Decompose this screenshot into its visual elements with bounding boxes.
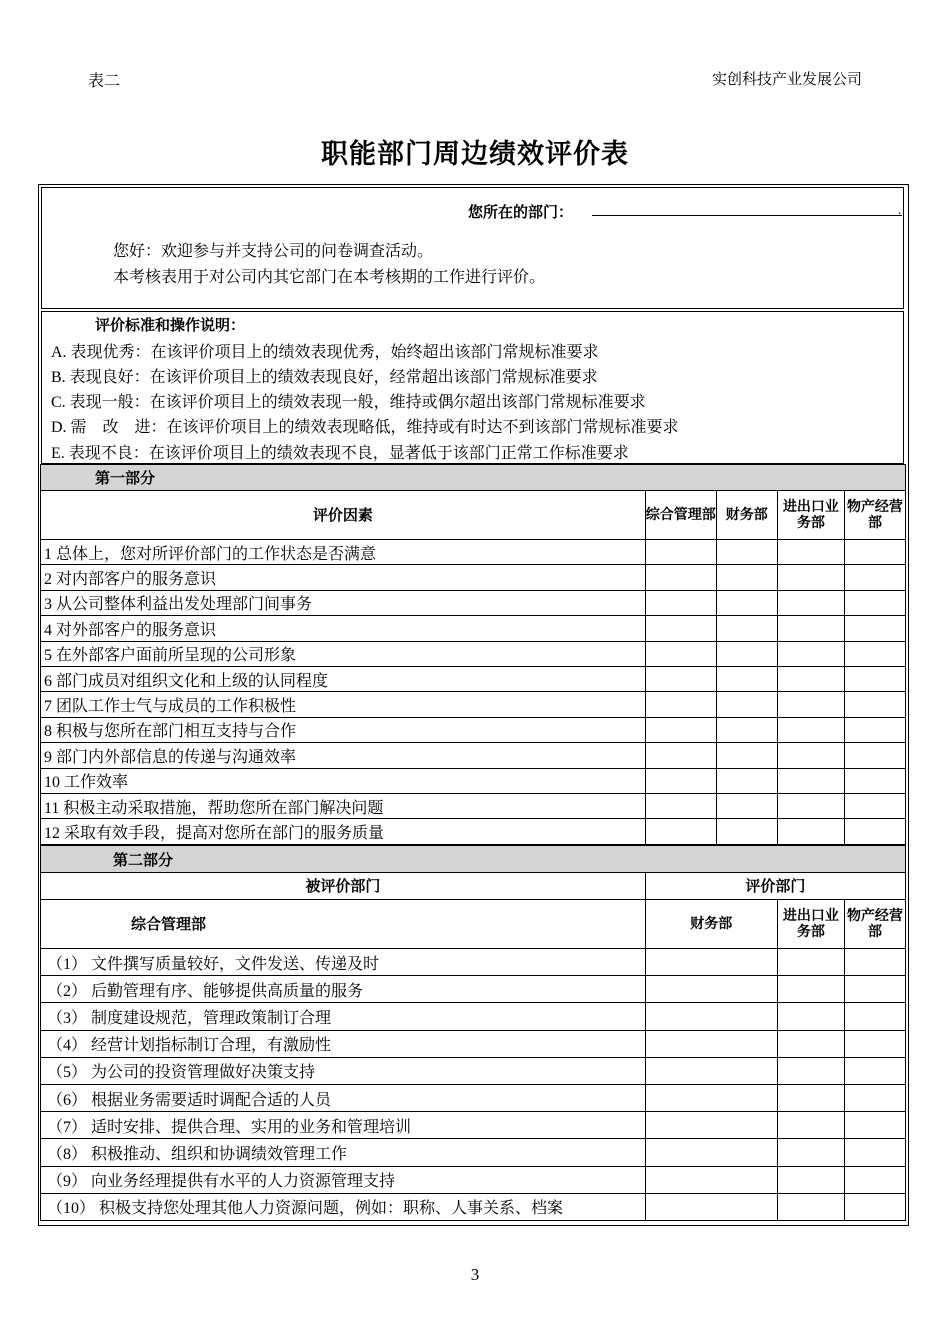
rating-cell[interactable] <box>716 793 777 818</box>
item-label: （5） 为公司的投资管理做好决策支持 <box>41 1057 646 1084</box>
rating-cell[interactable] <box>645 666 716 691</box>
rating-cell[interactable] <box>777 743 844 768</box>
rating-cell[interactable] <box>777 717 844 742</box>
factor-label: 12 采取有效手段，提高对您所在部门的服务质量 <box>41 819 646 844</box>
rating-cell[interactable] <box>645 743 716 768</box>
rating-cell[interactable] <box>844 976 905 1003</box>
col-header-import-export: 进出口业务部 <box>777 491 844 540</box>
rating-cell[interactable] <box>777 641 844 666</box>
rating-cell[interactable] <box>777 692 844 717</box>
criteria-item-b: B. 表现良好：在该评价项目上的绩效表现良好，经常超出该部门常规标准要求 <box>51 369 598 386</box>
p2-col-header-import-export: 进出口业务部 <box>777 900 844 949</box>
criteria-title: 评价标准和操作说明： <box>95 316 246 334</box>
intro-line-1: 您好：欢迎参与并支持公司的问卷调查活动。 <box>113 243 434 260</box>
rating-cell[interactable] <box>844 1193 905 1220</box>
table-row <box>41 590 906 615</box>
item-label: （7） 适时安排、提供合理、实用的业务和管理培训 <box>41 1112 646 1139</box>
table-row <box>41 1193 906 1220</box>
rating-cell[interactable] <box>645 819 716 844</box>
col-header-general-mgmt: 综合管理部 <box>645 491 716 540</box>
col-header-property: 物产经营部 <box>844 491 905 540</box>
table-row <box>41 692 906 717</box>
rating-cell[interactable] <box>716 565 777 590</box>
rating-cell[interactable] <box>645 793 716 818</box>
table-row <box>41 949 906 976</box>
rating-cell[interactable] <box>844 1139 905 1166</box>
item-label: （2） 后勤管理有序、能够提供高质量的服务 <box>41 976 646 1003</box>
rating-cell[interactable] <box>716 590 777 615</box>
intro-line-2: 本考核表用于对公司内其它部门在本考核期的工作进行评价。 <box>113 269 546 286</box>
rating-cell[interactable] <box>777 949 844 976</box>
part2-section-label: 第二部分 <box>41 846 906 873</box>
rating-cell[interactable] <box>777 768 844 793</box>
item-label: （6） 根据业务需要适时调配合适的人员 <box>41 1084 646 1111</box>
table-row <box>41 1003 906 1030</box>
rating-cell[interactable] <box>645 641 716 666</box>
department-input[interactable] <box>592 215 902 216</box>
table-row <box>41 976 906 1003</box>
rating-cell[interactable] <box>844 768 905 793</box>
p2-col-header-finance: 财务部 <box>645 900 777 949</box>
rating-cell[interactable] <box>777 565 844 590</box>
table-row <box>41 793 906 818</box>
item-label: （8） 积极推动、组织和协调绩效管理工作 <box>41 1139 646 1166</box>
rating-cell[interactable] <box>844 717 905 742</box>
rating-cell[interactable] <box>645 768 716 793</box>
department-end-mark: . <box>898 203 902 218</box>
table-row <box>41 1139 906 1166</box>
factor-label: 8 积极与您所在部门相互支持与合作 <box>41 717 646 742</box>
evaluating-dept-header: 评价部门 <box>645 873 905 900</box>
rating-cell[interactable] <box>645 1139 777 1166</box>
table-row <box>41 717 906 742</box>
rating-cell[interactable] <box>716 768 777 793</box>
rating-cell[interactable] <box>716 616 777 641</box>
part2-table <box>40 845 906 1221</box>
table-row <box>41 1166 906 1193</box>
rating-cell[interactable] <box>777 540 844 565</box>
header-left: 表二 <box>88 73 121 90</box>
part1-section-label: 第一部分 <box>41 465 906 491</box>
criteria-item-d: D. 需 改 进：在该评价项目上的绩效表现略低，维持或有时达不到该部门常规标准要求 <box>51 419 679 436</box>
factor-label: 3 从公司整体利益出发处理部门间事务 <box>41 590 646 615</box>
rating-cell[interactable] <box>777 616 844 641</box>
table-row <box>41 743 906 768</box>
page-title: 职能部门周边绩效评价表 <box>321 139 629 170</box>
factor-label: 11 积极主动采取措施，帮助您所在部门解决问题 <box>41 793 646 818</box>
rating-cell[interactable] <box>716 641 777 666</box>
criteria-item-a: A. 表现优秀：在该评价项目上的绩效表现优秀，始终超出该部门常规标准要求 <box>51 344 599 361</box>
rating-cell[interactable] <box>716 540 777 565</box>
rating-cell[interactable] <box>645 590 716 615</box>
table-row <box>41 616 906 641</box>
rating-cell[interactable] <box>777 1057 844 1084</box>
table-row <box>41 565 906 590</box>
table-row <box>41 1084 906 1111</box>
evaluated-dept-name: 综合管理部 <box>41 900 646 949</box>
rating-cell[interactable] <box>777 1112 844 1139</box>
rating-cell[interactable] <box>777 976 844 1003</box>
rating-cell[interactable] <box>716 819 777 844</box>
company-name: 实创科技产业发展公司 <box>711 72 862 88</box>
rating-cell[interactable] <box>645 1030 777 1057</box>
page-number: 3 <box>470 1265 480 1284</box>
rating-cell[interactable] <box>645 717 716 742</box>
rating-cell[interactable] <box>777 819 844 844</box>
factor-label: 10 工作效率 <box>41 768 646 793</box>
evaluated-dept-header: 被评价部门 <box>41 873 646 900</box>
col-header-finance: 财务部 <box>716 491 777 540</box>
rating-cell[interactable] <box>777 1166 844 1193</box>
rating-cell[interactable] <box>645 1003 777 1030</box>
rating-cell[interactable] <box>844 1084 905 1111</box>
rating-cell[interactable] <box>645 1112 777 1139</box>
rating-cell[interactable] <box>844 565 905 590</box>
rating-cell[interactable] <box>844 1112 905 1139</box>
table-row <box>41 1057 906 1084</box>
p2-col-header-property: 物产经营部 <box>844 900 905 949</box>
rating-cell[interactable] <box>716 743 777 768</box>
table-row <box>41 819 906 844</box>
rating-cell[interactable] <box>645 976 777 1003</box>
item-label: （9） 向业务经理提供有水平的人力资源管理支持 <box>41 1166 646 1193</box>
rating-cell[interactable] <box>645 1166 777 1193</box>
rating-cell[interactable] <box>844 666 905 691</box>
criteria-item-e: E. 表现不良：在该评价项目上的绩效表现不良，显著低于该部门正常工作标准要求 <box>51 445 629 462</box>
rating-cell[interactable] <box>777 590 844 615</box>
rating-cell[interactable] <box>645 692 716 717</box>
factor-label: 4 对外部客户的服务意识 <box>41 616 646 641</box>
rating-cell[interactable] <box>844 692 905 717</box>
factor-label: 2 对内部客户的服务意识 <box>41 565 646 590</box>
rating-cell[interactable] <box>645 540 716 565</box>
factor-header: 评价因素 <box>41 491 646 540</box>
table-row <box>41 1112 906 1139</box>
rating-cell[interactable] <box>777 666 844 691</box>
department-label: 您所在的部门： <box>468 203 574 221</box>
item-label: （3） 制度建设规范，管理政策制订合理 <box>41 1003 646 1030</box>
rating-cell[interactable] <box>777 1084 844 1111</box>
rating-cell[interactable] <box>645 616 716 641</box>
rating-cell[interactable] <box>844 540 905 565</box>
rating-cell[interactable] <box>645 1057 777 1084</box>
rating-cell[interactable] <box>716 717 777 742</box>
table-row <box>41 1030 906 1057</box>
rating-cell[interactable] <box>716 692 777 717</box>
rating-cell[interactable] <box>844 641 905 666</box>
rating-cell[interactable] <box>844 1003 905 1030</box>
rating-cell[interactable] <box>777 793 844 818</box>
table-row <box>41 641 906 666</box>
rating-cell[interactable] <box>844 793 905 818</box>
item-label: （1） 文件撰写质量较好，文件发送、传递及时 <box>41 949 646 976</box>
rating-cell[interactable] <box>844 949 905 976</box>
rating-cell[interactable] <box>777 1139 844 1166</box>
rating-cell[interactable] <box>844 616 905 641</box>
rating-cell[interactable] <box>844 743 905 768</box>
rating-cell[interactable] <box>645 949 777 976</box>
rating-cell[interactable] <box>645 1193 777 1220</box>
rating-cell[interactable] <box>777 1003 844 1030</box>
factor-label: 9 部门内外部信息的传递与沟通效率 <box>41 743 646 768</box>
rating-cell[interactable] <box>844 819 905 844</box>
rating-cell[interactable] <box>844 1057 905 1084</box>
rating-cell[interactable] <box>844 1166 905 1193</box>
table-row <box>41 768 906 793</box>
part1-table <box>40 464 906 845</box>
factor-label: 5 在外部客户面前所呈现的公司形象 <box>41 641 646 666</box>
criteria-item-c: C. 表现一般：在该评价项目上的绩效表现一般，维持或偶尔超出该部门常规标准要求 <box>51 394 646 411</box>
table-row <box>41 666 906 691</box>
item-label: （10） 积极支持您处理其他人力资源问题，例如：职称、人事关系、档案 <box>41 1193 646 1220</box>
table-row <box>41 540 906 565</box>
factor-label: 6 部门成员对组织文化和上级的认同程度 <box>41 666 646 691</box>
rating-cell[interactable] <box>645 565 716 590</box>
rating-cell[interactable] <box>777 1193 844 1220</box>
rating-cell[interactable] <box>844 1030 905 1057</box>
factor-label: 7 团队工作士气与成员的工作积极性 <box>41 692 646 717</box>
item-label: （4） 经营计划指标制订合理，有激励性 <box>41 1030 646 1057</box>
rating-cell[interactable] <box>777 1030 844 1057</box>
rating-cell[interactable] <box>844 590 905 615</box>
rating-cell[interactable] <box>716 666 777 691</box>
factor-label: 1 总体上，您对所评价部门的工作状态是否满意 <box>41 540 646 565</box>
rating-cell[interactable] <box>645 1084 777 1111</box>
